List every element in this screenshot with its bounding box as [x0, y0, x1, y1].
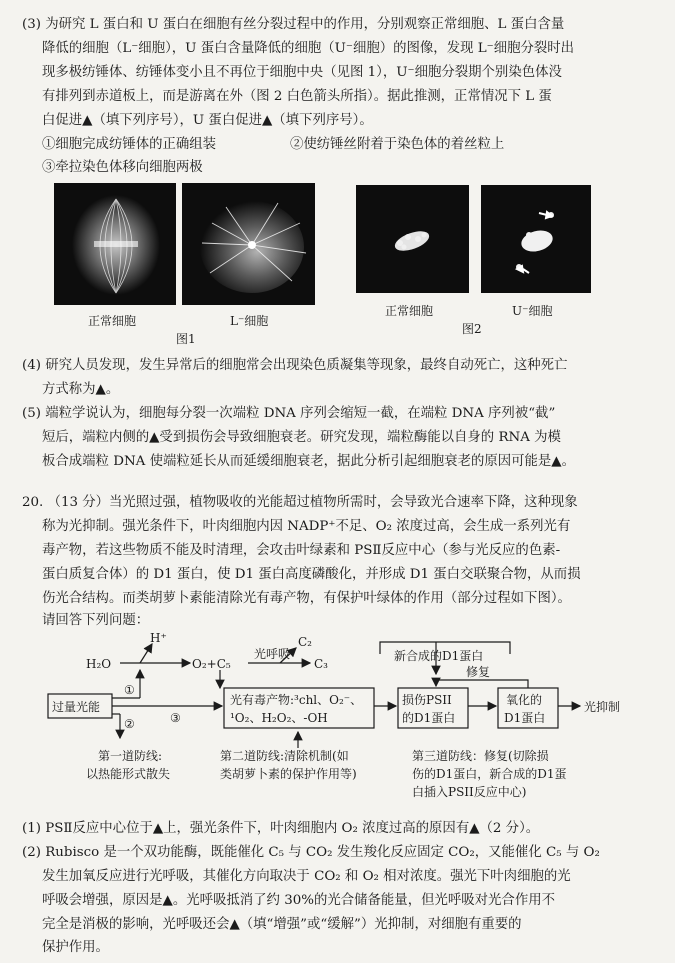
fig1-label: 图1 — [176, 332, 196, 346]
fig2-caption-normal: 正常细胞 — [385, 304, 434, 318]
diagram-excess-light: 过量光能 — [52, 700, 101, 714]
diagram-o2c5: O₂+C₅ — [192, 657, 231, 671]
q20-line-6: 请回答下列问题： — [42, 613, 150, 628]
diagram-new-d1: 新合成的D1蛋白 — [394, 649, 484, 663]
fig2-u-minus-cell-image — [481, 185, 591, 293]
fig2-caption-u-minus: U⁻细胞 — [512, 304, 553, 318]
q20-sub-2-line-1: (2) Rubisco 是一个双功能酶，既能催化 C₅ 与 CO₂ 发生羧化反应固定 CO₂，又能催化 C₅ 与 O₂ — [22, 845, 600, 860]
q3-line-4: 有排列到赤道板上，而是游离在外（图 2 白色箭头所指）。据此推测，正常情况下 L 蛋 — [42, 89, 552, 104]
diagram-c3: C₃ — [314, 657, 328, 671]
diagram-defense-2-line-2: 类胡萝卜素的保护作用等) — [220, 767, 357, 781]
diagram-photorespiration: 光呼吸 — [254, 647, 291, 661]
diagram-oxidized-line-2: D1蛋白 — [504, 711, 546, 725]
q20-line-1: 20. （13 分）当光照过强，植物吸收的光能超过植物所需时，会导致光合速率下降，这种现象 — [22, 495, 578, 510]
q20-line-5: 伤光合结构。而类胡萝卜素能清除光有毒产物，有保护叶绿体的作用（部分过程如下图）。 — [42, 591, 571, 606]
diagram-num-3: ③ — [170, 711, 181, 725]
diagram-defense-1-line-1: 第一道防线: — [98, 749, 163, 763]
fig1-normal-cell-image — [54, 183, 176, 305]
diagram-num-1: ① — [124, 683, 135, 697]
diagram-defense-3-line-3: 白插入PSII反应中心) — [412, 785, 527, 799]
q5-line-3: 板合成端粒 DNA 使端粒延长从而延缓细胞衰老，据此分析引起细胞衰老的原因可能是▲。 — [42, 454, 575, 469]
fig2-label: 图2 — [462, 322, 482, 336]
diagram-toxic-line-1: 光有毒产物:³chl、O₂⁻、 — [230, 693, 363, 707]
q20-sub-1: (1) PSⅡ反应中心位于▲上，强光条件下，叶肉细胞内 O₂ 浓度过高的原因有▲（2 分）。 — [22, 821, 540, 836]
diagram-num-2: ② — [124, 717, 135, 731]
photoinhibition-diagram — [40, 630, 660, 810]
diagram-repair: 修复 — [466, 665, 491, 679]
q20-sub-2-line-3: 呼吸会增强，原因是▲。光呼吸抵消了约 30%的光合储备能量，但光呼吸对光合作用不 — [42, 893, 555, 908]
diagram-defense-3-line-2: 伤的D1蛋白，新合成的D1蛋 — [412, 767, 567, 781]
q3-line-5: 白促进▲（填下列序号），U 蛋白促进▲（填下列序号）。 — [42, 113, 373, 128]
q3-line-1: (3) 为研究 L 蛋白和 U 蛋白在细胞有丝分裂过程中的作用，分别观察正常细胞、L 蛋白含量 — [22, 17, 565, 32]
fig2-normal-cell-image — [356, 185, 469, 293]
diagram-c2: C₂ — [298, 635, 312, 649]
diagram-hplus: H⁺ — [150, 631, 167, 645]
diagram-h2o: H₂O — [86, 657, 112, 671]
diagram-oxidized-line-1: 氧化的 — [506, 693, 543, 707]
q3-option-2: ②使纺锤丝附着于染色体的着丝粒上 — [290, 137, 505, 152]
q20-sub-2-line-5: 保护作用。 — [42, 940, 109, 955]
q3-line-2: 降低的细胞（L⁻细胞），U 蛋白含量降低的细胞（U⁻细胞）的图像，发现 L⁻细胞分裂时出 — [42, 41, 575, 56]
q20-sub-2-line-4: 完全是消极的影响，光呼吸还会▲（填“增强”或“缓解”）光抑制，对细胞有重要的 — [42, 917, 522, 932]
q3-option-3: ③牵拉染色体移向细胞两极 — [42, 160, 203, 175]
diagram-photoinhibition: 光抑制 — [584, 700, 621, 714]
q20-line-2: 称为光抑制。强光条件下，叶肉细胞内因 NADP⁺不足、O₂ 浓度过高，会生成一系列光有 — [42, 519, 571, 534]
q20-line-4: 蛋白质复合体）的 D1 蛋白，使 D1 蛋白高度磷酸化，并形成 D1 蛋白交联聚合物，从而损 — [42, 567, 581, 582]
fig1-caption-normal: 正常细胞 — [88, 314, 137, 328]
diagram-damaged-line-1: 损伤PSII — [402, 693, 452, 707]
q5-line-2: 短后，端粒内侧的▲受到损伤会导致细胞衰老。研究发现，端粒酶能以自身的 RNA 为模 — [42, 430, 561, 445]
q3-option-1: ①细胞完成纺锤体的正确组装 — [42, 137, 217, 152]
q20-sub-2-line-2: 发生加氧反应进行光呼吸，其催化方向取决于 CO₂ 和 O₂ 相对浓度。强光下叶肉细胞的光 — [42, 869, 571, 884]
q3-line-3: 现多极纺锤体、纺锤体变小且不再位于细胞中央（见图 1），U⁻细胞分裂期个别染色体没 — [42, 65, 562, 80]
diagram-toxic-line-2: ¹O₂、H₂O₂、-OH — [230, 711, 328, 725]
diagram-damaged-line-2: 的D1蛋白 — [402, 711, 456, 725]
diagram-defense-2-line-1: 第二道防线:清除机制(如 — [220, 749, 349, 763]
fig1-caption-l-minus: L⁻细胞 — [230, 314, 269, 328]
fig1-l-minus-cell-image — [182, 183, 315, 305]
q4-line-1: (4) 研究人员发现，发生异常后的细胞常会出现染色质凝集等现象，最终自动死亡，这种死亡 — [22, 358, 568, 373]
diagram-defense-3-line-1: 第三道防线：修复(切除损 — [412, 749, 549, 763]
diagram-defense-1-line-2: 以热能形式散失 — [86, 767, 171, 781]
q20-line-3: 毒产物，若这些物质不能及时清理，会攻击叶绿素和 PSⅡ反应中心（参与光反应的色素- — [42, 543, 561, 558]
q4-line-2: 方式称为▲。 — [42, 382, 120, 397]
q5-line-1: (5) 端粒学说认为，细胞每分裂一次端粒 DNA 序列会缩短一截，在端粒 DNA 序列被“截” — [22, 406, 556, 421]
